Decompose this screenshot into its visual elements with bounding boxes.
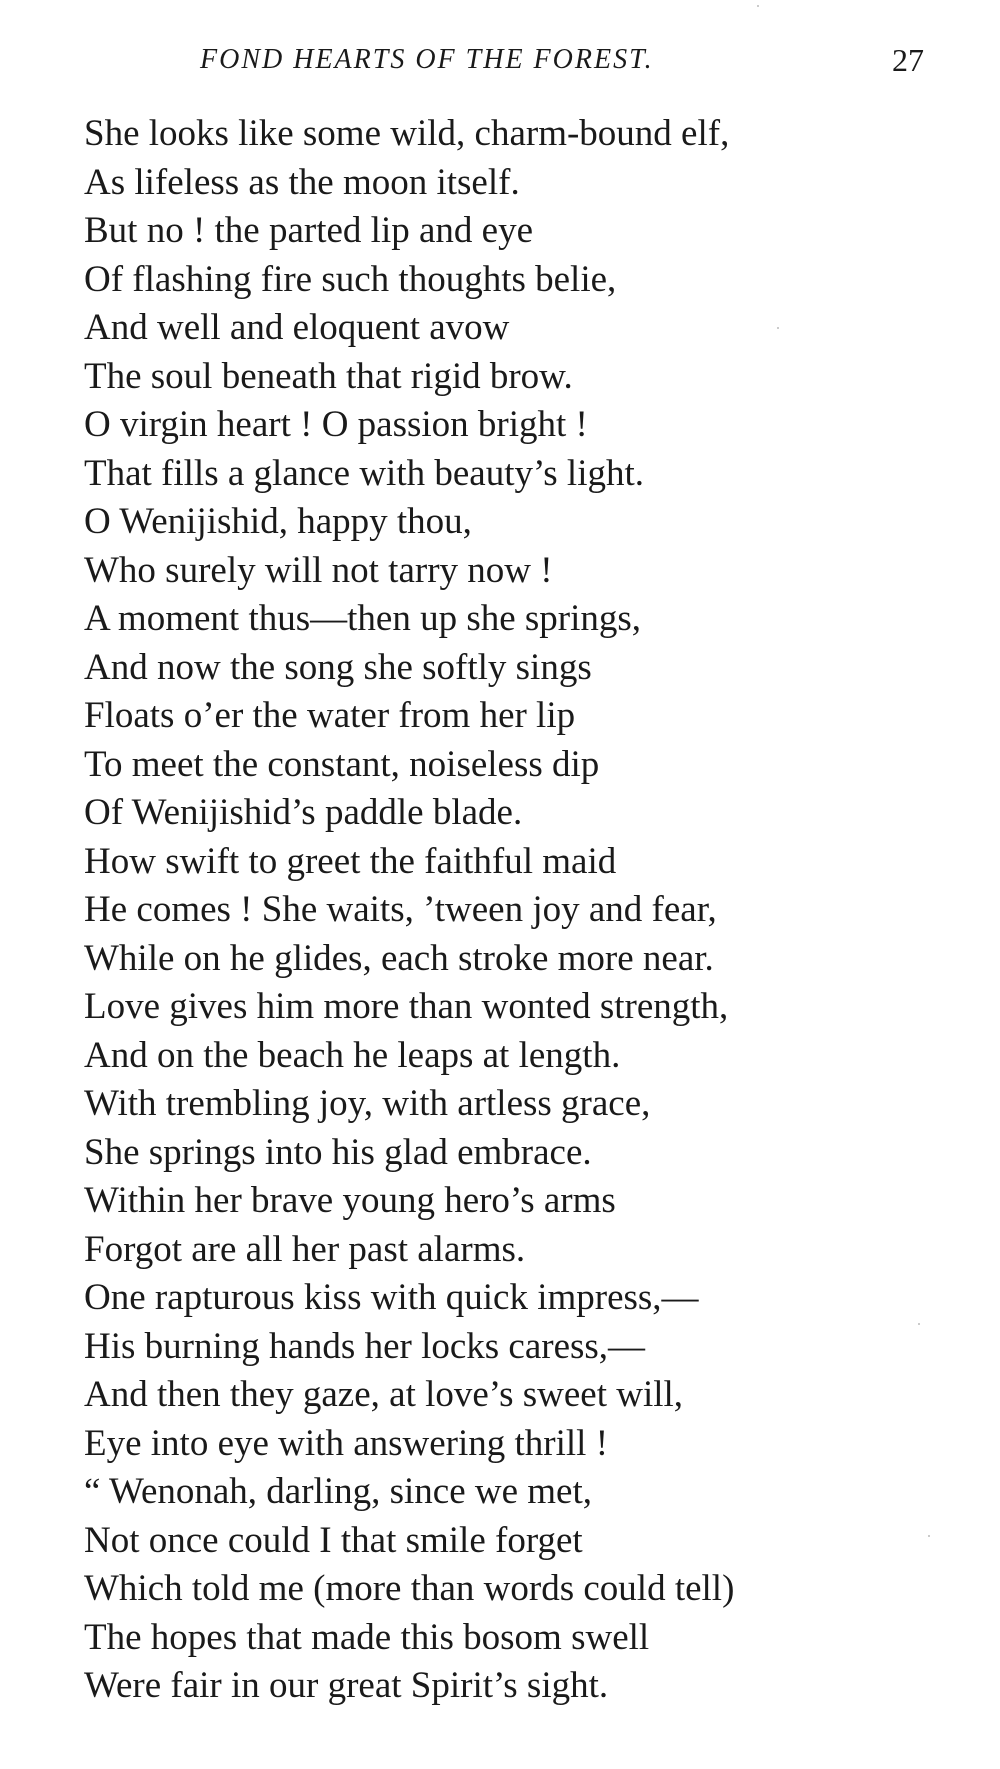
verse-line: That fills a glance with beauty’s light. (84, 452, 645, 494)
verse-line: Who surely will not tarry now ! (84, 549, 553, 591)
verse-line: O virgin heart ! O passion bright ! (84, 404, 588, 445)
verse-line: The soul beneath that rigid brow. (84, 355, 573, 397)
verse-line: But no ! the parted lip and eye (84, 210, 534, 251)
paper-speck (777, 327, 779, 329)
running-head (84, 38, 924, 82)
paper-speck (757, 5, 759, 7)
running-title: FOND HEARTS OF THE FOREST. (200, 44, 654, 75)
verse-line: Which told me (more than words could tell) (84, 1568, 735, 1609)
verse-line: To meet the constant, noiseless dip (84, 743, 600, 785)
verse-line: Floats o’er the water from her lip (84, 695, 576, 736)
verse-line: And now the song she softly sings (84, 646, 592, 688)
verse-line: A moment thus—then up she springs, (84, 598, 642, 639)
page-number: 27 (892, 42, 924, 78)
verse-line: Forgot are all her past alarms. (84, 1228, 526, 1270)
verse-line: Not once could I that smile forget (84, 1519, 583, 1561)
poem-text (84, 110, 964, 1711)
paper-speck (918, 1323, 920, 1325)
verse-line: With trembling joy, with artless grace, (84, 1083, 651, 1124)
verse-line: Eye into eye with answering thrill ! (84, 1422, 609, 1464)
verse-line: Of flashing fire such thoughts belie, (84, 258, 617, 300)
verse-line: Love gives him more than wonted strength, (84, 986, 729, 1027)
verse-line: As lifeless as the moon itself. (84, 161, 520, 203)
verse-line: The hopes that made this bosom swell (84, 1616, 650, 1658)
verse-line: She looks like some wild, charm-bound elf, (84, 113, 730, 154)
verse-line: He comes ! She waits, ’tween joy and fear, (84, 889, 717, 930)
verse-line: And on the beach he leaps at length. (84, 1034, 621, 1076)
verse-line: Of Wenijishid’s paddle blade. (84, 792, 523, 833)
verse-line: One rapturous kiss with quick impress,— (84, 1277, 699, 1318)
verse-line: And well and eloquent avow (84, 307, 510, 348)
verse-line: O Wenijishid, happy thou, (84, 501, 472, 542)
verse-line: His burning hands her locks caress,— (84, 1325, 646, 1367)
paper-speck (928, 1535, 930, 1537)
verse-line: And then they gaze, at love’s sweet will, (84, 1374, 684, 1415)
verse-line: Were fair in our great Spirit’s sight. (84, 1665, 609, 1706)
verse-line: While on he glides, each stroke more near. (84, 937, 714, 979)
verse-line: How swift to greet the faithful maid (84, 840, 617, 882)
verse-line: She springs into his glad embrace. (84, 1131, 592, 1173)
verse-line: Within her brave young hero’s arms (84, 1180, 616, 1221)
verse-line: “ Wenonah, darling, since we met, (84, 1471, 593, 1512)
